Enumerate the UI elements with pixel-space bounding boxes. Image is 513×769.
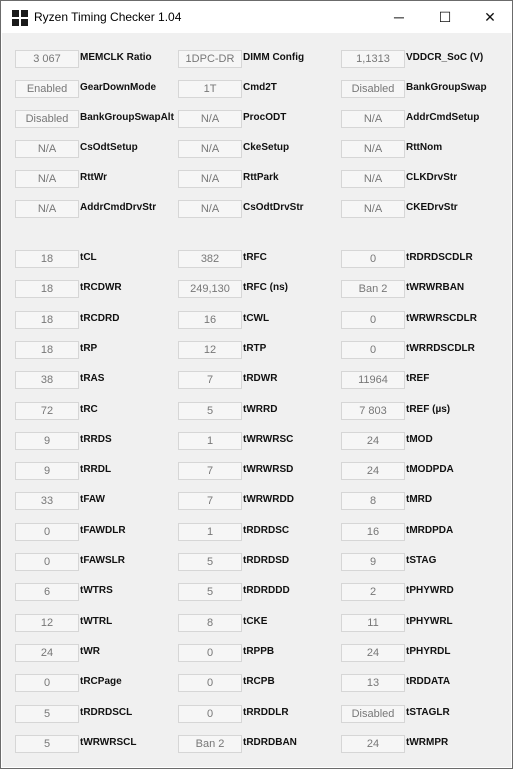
timing-value-field[interactable]: 24	[341, 432, 405, 450]
timing-row	[2, 462, 511, 480]
timing-value-field[interactable]: N/A	[341, 140, 405, 158]
timing-row	[2, 341, 511, 359]
timing-label: tWRRDSCDLR	[406, 342, 475, 354]
timing-label: CKEDrvStr	[406, 202, 458, 213]
timing-row	[2, 402, 511, 420]
timing-value-field[interactable]: 24	[15, 644, 79, 662]
timing-label: tFAWSLR	[80, 555, 125, 566]
timing-value-field[interactable]: 24	[341, 644, 405, 662]
timing-value-field[interactable]: 1	[178, 523, 242, 541]
timing-label: tMRD	[406, 494, 433, 506]
timing-row	[2, 140, 511, 158]
timing-row	[2, 250, 511, 268]
timing-label: tWRWRDD	[243, 494, 294, 506]
timing-row	[2, 674, 511, 692]
timing-value-field[interactable]: 0	[15, 674, 79, 692]
timing-value-field[interactable]: 249,130	[178, 280, 242, 298]
timing-label: tRCDRD	[80, 312, 120, 324]
timing-value-field[interactable]: 5	[15, 735, 79, 753]
timing-label: tWRWRBAN	[406, 282, 465, 294]
timing-value-field[interactable]: 12	[178, 341, 242, 359]
timing-row	[2, 492, 511, 510]
timing-label: tWRWRSC	[243, 433, 294, 445]
timing-label: tPHYWRD	[406, 585, 454, 597]
timing-value-field[interactable]: 13	[341, 674, 405, 692]
timing-value-field[interactable]: Disabled	[341, 705, 405, 723]
timing-label: ProcODT	[243, 112, 287, 123]
timing-label: tMRDPDA	[406, 524, 454, 536]
timing-value-field[interactable]: 7	[178, 462, 242, 480]
timing-label: tSTAG	[406, 555, 437, 566]
timing-row	[2, 644, 511, 662]
timing-label: tRPPB	[243, 645, 275, 657]
timing-value-field[interactable]: N/A	[178, 110, 242, 128]
timing-label: tRC	[80, 403, 98, 415]
timing-label: tWR	[80, 645, 100, 657]
timing-row	[2, 735, 511, 753]
timing-label: tRP	[80, 342, 98, 354]
timing-label: tWRWRSCDLR	[406, 312, 477, 324]
timing-label: tRDRDSCDLR	[406, 252, 473, 263]
timing-row	[2, 80, 511, 98]
timing-value-field[interactable]: N/A	[341, 110, 405, 128]
timing-label: tRFC	[243, 252, 267, 263]
timing-label: tWRRD	[243, 403, 278, 415]
timing-label: tWRMPR	[406, 736, 449, 748]
timing-label: tWRWRSCL	[80, 736, 137, 748]
timing-label: CsOdtDrvStr	[243, 202, 304, 213]
timing-value-field[interactable]: 2	[341, 583, 405, 601]
timing-label: tCWL	[243, 312, 270, 324]
timing-value-field[interactable]: 0	[341, 250, 405, 268]
timing-value-field[interactable]: 38	[15, 371, 79, 389]
timing-value-field[interactable]: 8	[341, 492, 405, 510]
timing-row	[2, 705, 511, 723]
timing-row	[2, 553, 511, 571]
timing-label: tWTRS	[80, 585, 113, 597]
timing-label: tCKE	[243, 615, 268, 627]
minimize-icon: ─	[394, 9, 404, 25]
timing-row	[2, 200, 511, 218]
close-icon: ✕	[484, 8, 496, 25]
timing-label: tFAW	[80, 494, 105, 506]
timing-label: tRRDL	[80, 464, 112, 476]
timing-value-field[interactable]: 9	[341, 553, 405, 571]
timing-label: tRRDS	[80, 433, 112, 445]
timing-value-field[interactable]: Ban 2	[341, 280, 405, 298]
timing-value-field[interactable]: N/A	[178, 200, 242, 218]
timing-value-field[interactable]: Enabled	[15, 80, 79, 98]
timings-panel	[2, 33, 511, 767]
timing-label: MEMCLK Ratio	[80, 52, 152, 63]
timing-value-field[interactable]: 18	[15, 250, 79, 268]
timing-label: Cmd2T	[243, 82, 277, 93]
timing-label: DIMM Config	[243, 52, 305, 63]
timing-value-field[interactable]: 5	[178, 402, 242, 420]
timing-value-field[interactable]: N/A	[341, 170, 405, 188]
timing-value-field[interactable]: Disabled	[341, 80, 405, 98]
timing-label: tRDRDBAN	[243, 736, 297, 748]
timing-value-field[interactable]: 5	[178, 553, 242, 571]
timing-label: tRCPB	[243, 676, 275, 688]
timing-value-field[interactable]: Disabled	[15, 110, 79, 128]
timing-label: tMOD	[406, 433, 433, 445]
timing-label: tSTAGLR	[406, 706, 450, 718]
timing-value-field[interactable]: 33	[15, 492, 79, 510]
timing-value-field[interactable]: 72	[15, 402, 79, 420]
timing-value-field[interactable]: 11	[341, 614, 405, 632]
timing-value-field[interactable]: 12	[15, 614, 79, 632]
timing-row	[2, 523, 511, 541]
timing-label: tRCDWR	[80, 282, 122, 294]
timing-label: RttWr	[80, 172, 108, 183]
maximize-button[interactable]	[422, 1, 468, 33]
timing-value-field[interactable]: 1	[178, 432, 242, 450]
timing-value-field[interactable]: 18	[15, 280, 79, 298]
timing-row	[2, 170, 511, 188]
timing-row	[2, 432, 511, 450]
title-bar[interactable]	[1, 1, 512, 33]
timing-label: tMODPDA	[406, 464, 454, 476]
timing-value-field[interactable]: 3 067	[15, 50, 79, 68]
timing-label: tCL	[80, 252, 97, 263]
timing-value-field[interactable]: 5	[178, 583, 242, 601]
timing-value-field[interactable]: 16	[178, 311, 242, 329]
timing-label: tRDDATA	[406, 676, 451, 688]
minimize-button[interactable]	[376, 1, 422, 33]
timing-value-field[interactable]: N/A	[15, 200, 79, 218]
timing-value-field[interactable]: 18	[15, 341, 79, 359]
timing-row	[2, 280, 511, 298]
timing-value-field[interactable]: 0	[341, 341, 405, 359]
timing-value-field[interactable]: 1DPC-DR	[178, 50, 242, 68]
timing-value-field[interactable]: 24	[341, 735, 405, 753]
timing-label: RttNom	[406, 142, 443, 153]
timing-label: tRRDDLR	[243, 706, 289, 718]
close-button[interactable]	[467, 1, 513, 33]
timing-value-field[interactable]: Ban 2	[178, 735, 242, 753]
timing-label: GearDownMode	[80, 82, 157, 93]
timing-row	[2, 50, 511, 68]
timing-label: tWRWRSD	[243, 464, 294, 476]
timing-value-field[interactable]: 0	[178, 644, 242, 662]
timing-label: AddrCmdDrvStr	[80, 202, 157, 213]
timing-value-field[interactable]: 1,1313	[341, 50, 405, 68]
timing-value-field[interactable]: 0	[341, 311, 405, 329]
timing-row	[2, 311, 511, 329]
timing-label: VDDCR_SoC (V)	[406, 52, 484, 63]
timing-value-field[interactable]: 7 803	[341, 402, 405, 420]
timing-label: tPHYWRL	[406, 615, 453, 627]
timing-value-field[interactable]: 16	[341, 523, 405, 541]
timing-value-field[interactable]: 8	[178, 614, 242, 632]
app-logo-icon	[12, 10, 28, 26]
timing-label: tREF	[406, 373, 430, 385]
timing-row	[2, 614, 511, 632]
timing-label: tRDRDSC	[243, 524, 290, 536]
timing-label: tRDRDDD	[243, 585, 290, 597]
timing-label: AddrCmdSetup	[406, 112, 480, 123]
timing-value-field[interactable]: 11964	[341, 371, 405, 389]
timing-value-field[interactable]: 6	[15, 583, 79, 601]
window-title: Ryzen Timing Checker 1.04	[34, 10, 182, 24]
timing-label: tRCPage	[80, 676, 122, 688]
timing-row	[2, 583, 511, 601]
timing-label: CsOdtSetup	[80, 142, 138, 153]
timing-label: CLKDrvStr	[406, 172, 458, 183]
timing-value-field[interactable]: N/A	[341, 200, 405, 218]
timing-value-field[interactable]: 24	[341, 462, 405, 480]
timing-value-field[interactable]: 5	[15, 705, 79, 723]
timing-value-field[interactable]: N/A	[15, 140, 79, 158]
timing-label: tRFC (ns)	[243, 282, 288, 294]
timing-label: tRDRDSCL	[80, 706, 133, 718]
timing-value-field[interactable]: 18	[15, 311, 79, 329]
timing-value-field[interactable]: 382	[178, 250, 242, 268]
maximize-icon: ☐	[438, 8, 452, 25]
timing-value-field[interactable]: 7	[178, 492, 242, 510]
timing-value-field[interactable]: N/A	[15, 170, 79, 188]
timing-row	[2, 110, 511, 128]
timing-label: tPHYRDL	[406, 645, 451, 657]
timing-value-field[interactable]: 9	[15, 462, 79, 480]
timing-label: CkeSetup	[243, 142, 290, 153]
timing-value-field[interactable]: 0	[15, 553, 79, 571]
timing-value-field[interactable]: N/A	[178, 140, 242, 158]
timing-value-field[interactable]: 9	[15, 432, 79, 450]
timing-label: tRTP	[243, 342, 267, 354]
timing-label: tREF (µs)	[406, 403, 451, 415]
timing-value-field[interactable]: 0	[15, 523, 79, 541]
timing-row	[2, 371, 511, 389]
timing-value-field[interactable]: 0	[178, 674, 242, 692]
timing-label: tRAS	[80, 373, 105, 385]
timing-label: tWTRL	[80, 615, 113, 627]
timing-value-field[interactable]: 0	[178, 705, 242, 723]
timing-label: RttPark	[243, 172, 279, 183]
timing-value-field[interactable]: N/A	[178, 170, 242, 188]
timing-label: tRDWR	[243, 373, 278, 385]
timing-label: tFAWDLR	[80, 524, 126, 536]
timing-value-field[interactable]: 1T	[178, 80, 242, 98]
timing-value-field[interactable]: 7	[178, 371, 242, 389]
timing-label: tRDRDSD	[243, 555, 290, 566]
timing-label: BankGroupSwapAlt	[80, 112, 174, 123]
timing-label: BankGroupSwap	[406, 82, 487, 93]
